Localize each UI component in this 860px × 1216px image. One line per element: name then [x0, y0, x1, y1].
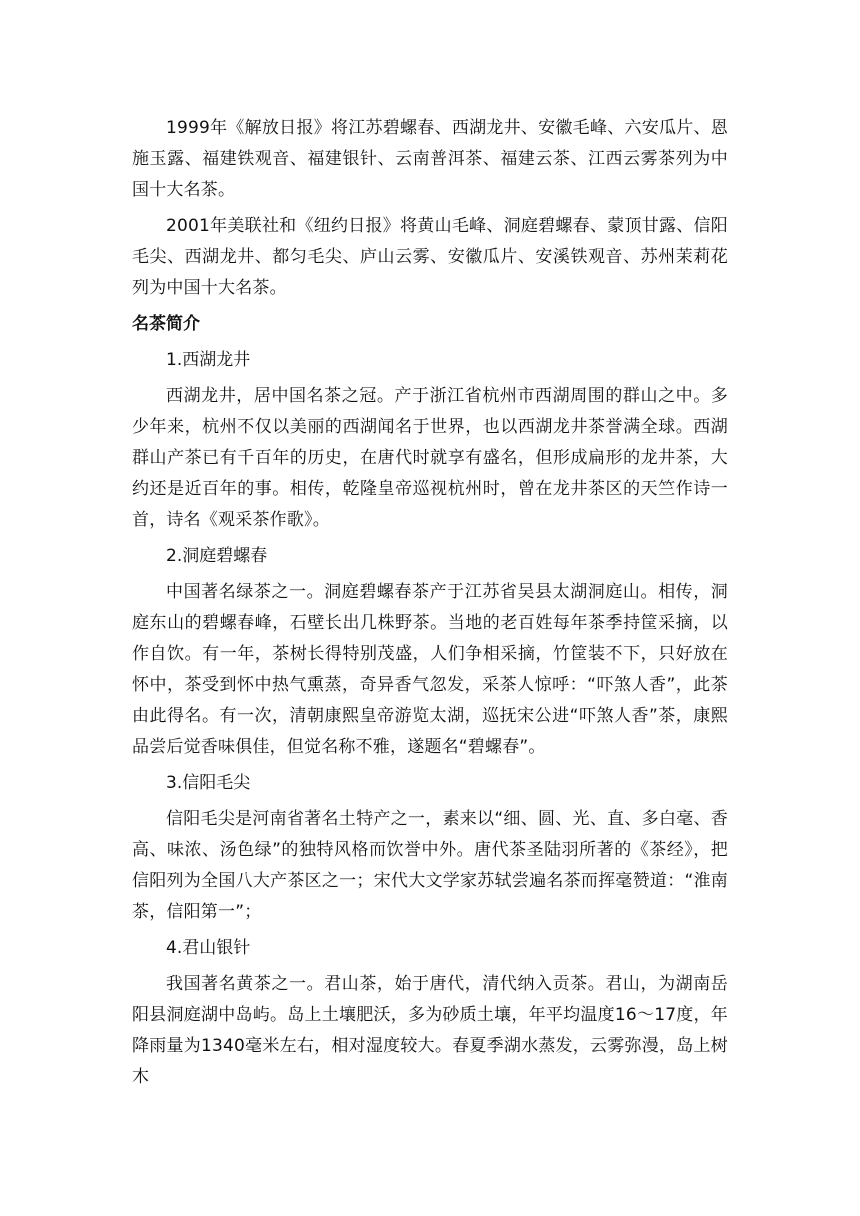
tea-title-xinyang-maojian: 3.信阳毛尖: [166, 773, 251, 793]
tea-text-biluochun: 中国著名绿茶之一。洞庭碧螺春茶产于江苏省吴县太湖洞庭山。相传，洞庭东山的碧螺春峰，石壁长出几株野茶。当地的老百姓每年茶季持筐采摘，以作自饮。有一年，茶树长得特别茂盛，人们争相采摘，竹筐装不下，只好放在怀中，茶受到怀中热气熏蒸，奇异香气忽发，采茶人惊呼：“吓煞人香”，此茶由此得名。有一次，清朝康熙皇帝游览太湖，巡抚宋公进“吓煞人香”茶，康熙品尝后觉香味俱佳，但觉名称不雅，遂题名“碧螺春”。: [132, 582, 728, 757]
tea-text-junshan-yinzhen: 我国著名黄茶之一。君山茶，始于唐代，清代纳入贡茶。君山，为湖南岳阳县洞庭湖中岛屿。岛上土壤肥沃，多为砂质土壤，年平均温度16～17度，年降雨量为1340毫米左右，相对湿度较大。春夏季湖水蒸发，云雾弥漫，岛上树木: [132, 974, 728, 1087]
tea-text-xinyang-maojian: 信阳毛尖是河南省著名土特产之一，素来以“细、圆、光、直、多白毫、香高、味浓、汤色绿”的独特风格而饮誉中外。唐代茶圣陆羽所著的《茶经》，把信阳列为全国八大产茶区之一；宋代大文学家苏轼尝遍名茶而挥毫赞道：“淮南茶，信阳第一”；: [132, 809, 728, 922]
tea-text-xihu-longjing: 西湖龙井，居中国名茶之冠。产于浙江省杭州市西湖周围的群山之中。多少年来，杭州不仅以美丽的西湖闻名于世界，也以西湖龙井茶誉满全球。西湖群山产茶已有千百年的历史，在唐代时就享有盛名，但形成扁形的龙井茶，大约还是近百年的事。相传，乾隆皇帝巡视杭州时，曾在龙井茶区的天竺作诗一首，诗名《观采茶作歌》。: [132, 386, 728, 530]
tea-title-biluochun: 2.洞庭碧螺春: [166, 546, 268, 566]
document-page: [132, 113, 728, 1098]
intro-paragraph-2001: 2001年美联社和《纽约日报》将黄山毛峰、洞庭碧螺春、蒙顶甘露、信阳毛尖、西湖龙井、都匀毛尖、庐山云雾、安徽瓜片、安溪铁观音、苏州茉莉花列为中国十大名茶。: [132, 216, 728, 298]
tea-title-xihu-longjing: 1.西湖龙井: [166, 350, 251, 370]
tea-title-junshan-yinzhen: 4.君山银针: [166, 938, 251, 958]
intro-paragraph-1999: 1999年《解放日报》将江苏碧螺春、西湖龙井、安徽毛峰、六安瓜片、恩施玉露、福建铁观音、福建银针、云南普洱茶、福建云茶、江西云雾茶列为中国十大名茶。: [132, 118, 728, 200]
section-title: 名茶简介: [132, 314, 200, 334]
